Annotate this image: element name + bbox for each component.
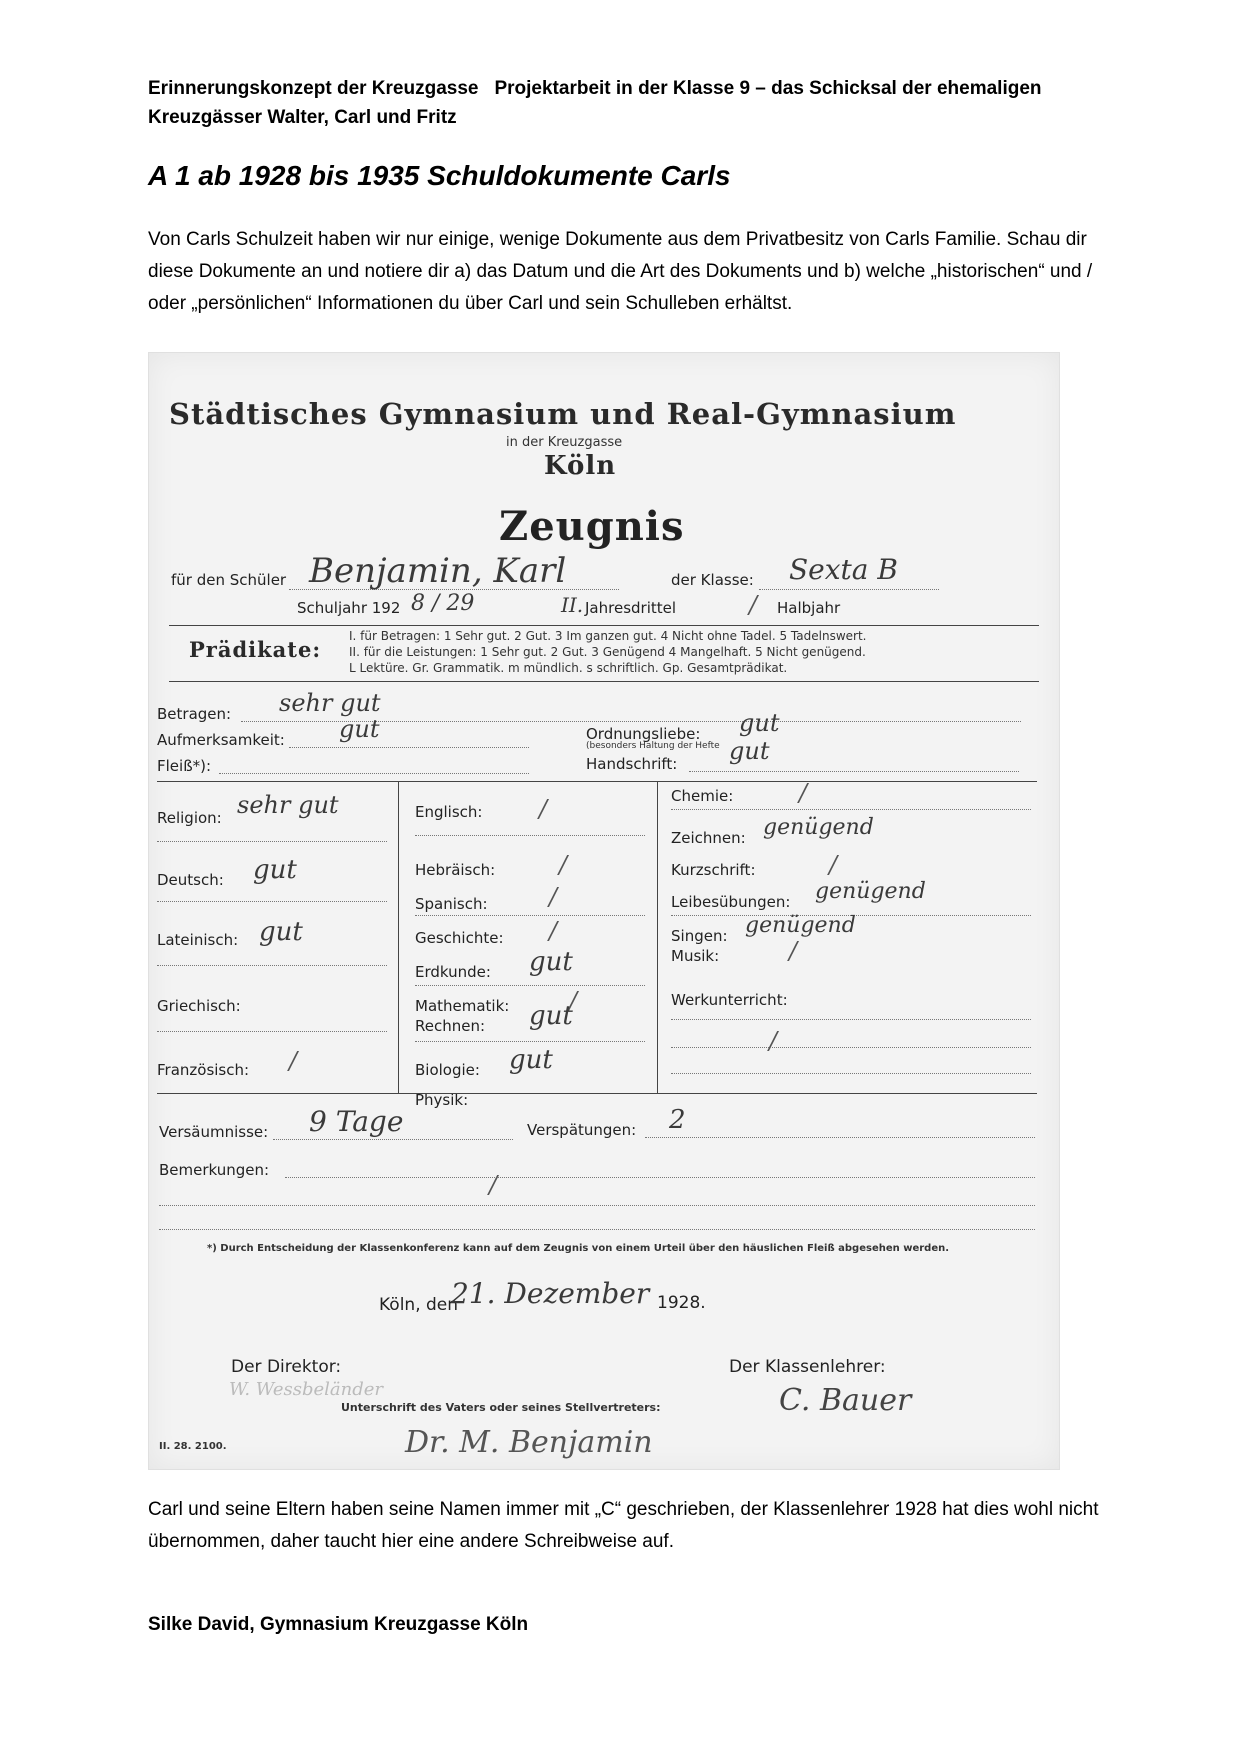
subject-latein-value: gut <box>259 917 303 947</box>
versaeumnisse-label: Versäumnisse: <box>159 1123 269 1141</box>
header-right: Projektarbeit in der Klasse 9 – das Schicksal der ehemaligen <box>494 78 1042 99</box>
praedikate-line2: II. für die Leistungen: 1 Sehr gut. 2 Gut. 3 Genügend 4 Mangelhaft. 5 Nicht genügend. <box>349 645 866 659</box>
subject-biologie-value: gut <box>509 1045 553 1075</box>
subject-mathematik-label: Mathematik: <box>415 997 510 1015</box>
direktor-label: Der Direktor: <box>231 1357 342 1377</box>
vater-label: Unterschrift des Vaters oder seines Stellvertreters: <box>341 1401 661 1414</box>
subject-hebraeisch-value: / <box>559 851 568 879</box>
versaeumnisse-value: 9 Tage <box>309 1105 404 1138</box>
subject-rechnen-label: Rechnen: <box>415 1017 486 1035</box>
praedikate-label: Prädikate: <box>189 637 322 662</box>
subject-spanisch-value: / <box>549 883 558 911</box>
aufmerksamkeit-value: gut <box>339 715 380 743</box>
ordnung-value: gut <box>739 709 780 737</box>
direktor-signature: W. Wessbeländer <box>229 1379 383 1400</box>
betragen-label: Betragen: <box>157 705 232 723</box>
document-type: Zeugnis <box>499 503 685 550</box>
aufmerksamkeit-label: Aufmerksamkeit: <box>157 731 285 749</box>
verspaetungen-value: 2 <box>669 1105 686 1135</box>
subject-kurzschrift-label: Kurzschrift: <box>671 861 756 879</box>
subject-religion-value: sehr gut <box>237 791 339 819</box>
subject-leibesuebungen-value: genügend <box>815 879 926 904</box>
header-line2: Kreuzgässer Walter, Carl und Fritz <box>148 107 457 128</box>
subject-musik-value: / <box>789 937 798 965</box>
betragen-value: sehr gut <box>279 689 381 717</box>
ordnung-label: Ordnungsliebe: <box>586 725 701 743</box>
fleiss-label: Fleiß*): <box>157 757 212 775</box>
subject-singen-value: genügend <box>745 913 856 938</box>
school-city: Köln <box>544 451 617 481</box>
class-label: der Klasse: <box>671 571 754 589</box>
verspaetungen-label: Verspätungen: <box>527 1121 637 1139</box>
handschrift-label: Handschrift: <box>586 755 678 773</box>
term-label: Jahresdrittel <box>585 599 677 617</box>
subject-chemie-label: Chemie: <box>671 787 734 805</box>
subject-singen-label: Singen: <box>671 927 728 945</box>
footnote: *) Durch Entscheidung der Klassenkonferenz kann auf dem Zeugnis von einem Urteil über den häuslichen Fleiß abgesehen werden. <box>207 1243 950 1254</box>
subject-werkunterricht-label: Werkunterricht: <box>671 991 788 1009</box>
school-name: Städtisches Gymnasium und Real-Gymnasium <box>169 397 957 431</box>
subject-englisch-label: Englisch: <box>415 803 483 821</box>
page-header <box>148 74 1108 132</box>
intro-paragraph: Von Carls Schulzeit haben wir nur einige, wenige Dokumente aus dem Privatbesitz von Carls Familie. Schau dir diese Dokumente an und notiere dir a) das Datum und die Art des Dokuments und b) welche „historischen“ und / oder „persönlichen“ Informationen du über Carl und sein Schulleben erhältst. <box>148 229 1093 314</box>
bemerkungen-value: / <box>489 1171 498 1199</box>
subject-franzoesisch-value: / <box>289 1047 298 1075</box>
subject-chemie-value: / <box>799 779 808 807</box>
subject-zeichnen-label: Zeichnen: <box>671 829 746 847</box>
term-value: II. <box>561 593 584 617</box>
subject-spanisch-label: Spanisch: <box>415 895 488 913</box>
vater-signature: Dr. M. Benjamin <box>405 1425 653 1460</box>
subject-griechisch-label: Griechisch: <box>157 997 241 1015</box>
place-label: Köln, den <box>379 1295 459 1315</box>
half-label: Halbjahr <box>777 599 841 617</box>
subject-biologie-label: Biologie: <box>415 1061 480 1079</box>
school-year-label: Schuljahr 192 <box>297 599 401 617</box>
subject-franzoesisch-label: Französisch: <box>157 1061 250 1079</box>
subject-leibesuebungen-label: Leibesübungen: <box>671 893 791 911</box>
subject-mathematik-value: / <box>569 987 578 1015</box>
subject-musik-label: Musik: <box>671 947 720 965</box>
handschrift-value: gut <box>729 737 770 765</box>
bemerkungen-label: Bemerkungen: <box>159 1161 270 1179</box>
school-year-value: 8 / 29 <box>411 591 475 616</box>
subject-latein-label: Lateinisch: <box>157 931 239 949</box>
subject-englisch-value: / <box>539 795 548 823</box>
page-title: A 1 ab 1928 bis 1935 Schuldokumente Carls <box>148 160 731 191</box>
subject-deutsch-value: gut <box>253 855 297 885</box>
praedikate-line1: I. für Betragen: 1 Sehr gut. 2 Gut. 3 Im ganzen gut. 4 Nicht ohne Tadel. 5 Tadelnswert. <box>349 629 867 643</box>
klassenlehrer-label: Der Klassenlehrer: <box>729 1357 886 1377</box>
subject-erdkunde-label: Erdkunde: <box>415 963 491 981</box>
half-value: / <box>749 591 758 619</box>
header-left: Erinnerungskonzept der Kreuzgasse <box>148 78 479 99</box>
subject-geschichte-label: Geschichte: <box>415 929 504 947</box>
subject-hebraeisch-label: Hebräisch: <box>415 861 496 879</box>
subject-religion-label: Religion: <box>157 809 222 827</box>
subject-werkunterricht-value: / <box>769 1027 778 1055</box>
class-value: Sexta B <box>789 553 898 586</box>
subject-deutsch-label: Deutsch: <box>157 871 224 889</box>
klassenlehrer-signature: C. Bauer <box>779 1383 912 1418</box>
subject-zeichnen-value: genügend <box>763 815 874 840</box>
school-location: in der Kreuzgasse <box>506 435 623 450</box>
date-value: 21. Dezember <box>451 1277 650 1310</box>
page-footer: Silke David, Gymnasium Kreuzgasse Köln <box>148 1614 529 1635</box>
note-paragraph: Carl und seine Eltern haben seine Namen immer mit „C“ geschrieben, der Klassenlehrer 1928 hat dies wohl nicht übernommen, daher taucht hier eine andere Schreibweise auf. <box>148 1499 1099 1552</box>
subject-kurzschrift-value: / <box>829 851 838 879</box>
subject-erdkunde-value: gut <box>529 947 573 977</box>
form-number: II. 28. 2100. <box>159 1441 227 1452</box>
date-year: 1928. <box>657 1293 706 1313</box>
student-label: für den Schüler <box>171 571 287 589</box>
subject-physik-label: Physik: <box>415 1091 469 1109</box>
student-name: Benjamin, Karl <box>309 551 567 591</box>
report-card-scan <box>148 352 1060 1470</box>
ordnung-sub: (besonders Haltung der Hefte <box>586 741 720 751</box>
praedikate-line3: L Lektüre. Gr. Grammatik. m mündlich. s schriftlich. Gp. Gesamtprädikat. <box>349 661 788 675</box>
subject-rechnen-value: gut <box>529 1001 573 1031</box>
subject-geschichte-value: / <box>549 917 558 945</box>
